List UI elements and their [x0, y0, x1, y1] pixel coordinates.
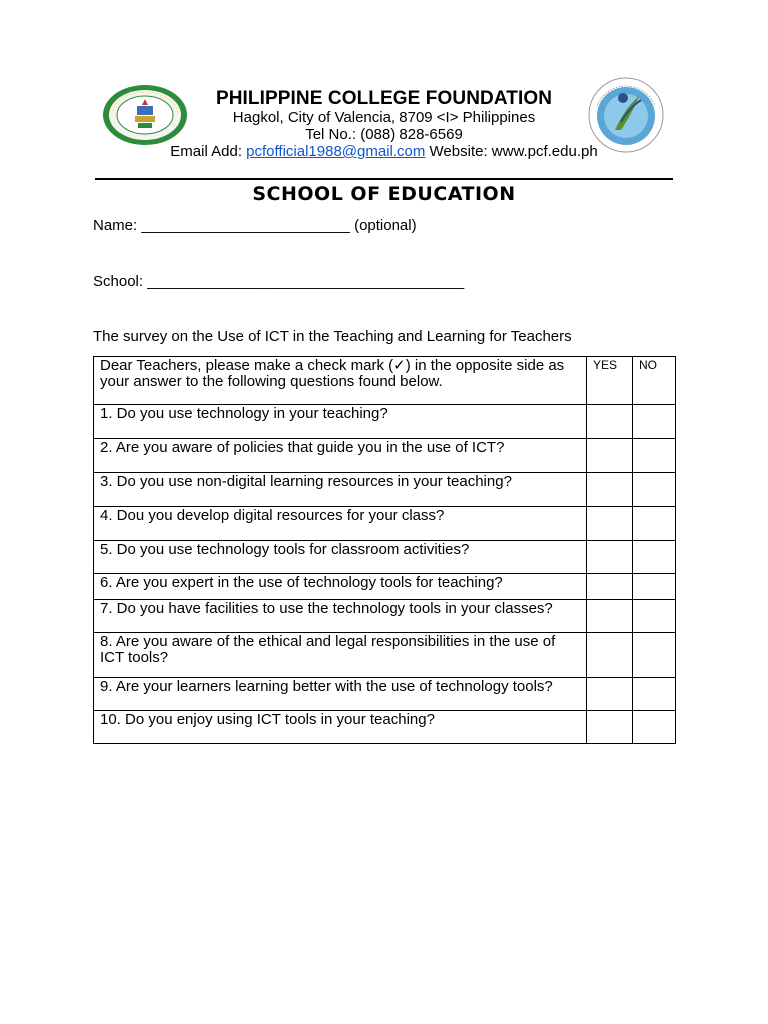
- yes-answer-cell[interactable]: [587, 633, 633, 678]
- email-label: Email Add:: [170, 143, 242, 160]
- survey-title: The survey on the Use of ICT in the Teaching and Learning for Teachers: [93, 328, 572, 345]
- email-link[interactable]: pcfofficial1988@gmail.com: [246, 143, 426, 160]
- question-text: 2. Are you aware of policies that guide you in the use of ICT?: [94, 439, 587, 473]
- question-text: 3. Do you use non-digital learning resources in your teaching?: [94, 473, 587, 507]
- yes-answer-cell[interactable]: [587, 473, 633, 507]
- yes-answer-cell[interactable]: [587, 678, 633, 711]
- website-text: Website: www.pcf.edu.ph: [429, 143, 598, 160]
- question-row: [94, 711, 676, 744]
- name-field[interactable]: Name: _________________________ (optional): [93, 217, 417, 234]
- question-row: [94, 633, 676, 678]
- no-answer-cell[interactable]: [633, 574, 676, 600]
- question-row: [94, 405, 676, 439]
- yes-answer-cell[interactable]: [587, 405, 633, 439]
- yes-answer-cell[interactable]: [587, 439, 633, 473]
- yes-column-header: YES: [587, 357, 633, 405]
- survey-header-row: [94, 357, 676, 405]
- no-answer-cell[interactable]: [633, 600, 676, 633]
- no-answer-cell[interactable]: [633, 633, 676, 678]
- question-text: 1. Do you use technology in your teaching?: [94, 405, 587, 439]
- yes-answer-cell[interactable]: [587, 541, 633, 574]
- question-row: [94, 678, 676, 711]
- institution-name: PHILIPPINE COLLEGE FOUNDATION: [215, 88, 553, 109]
- question-row: [94, 439, 676, 473]
- question-text: 10. Do you enjoy using ICT tools in your teaching?: [94, 711, 587, 744]
- institution-address: Hagkol, City of Valencia, 8709 <I> Philippines: [232, 109, 536, 126]
- question-row: [94, 473, 676, 507]
- no-answer-cell[interactable]: [633, 541, 676, 574]
- question-row: [94, 541, 676, 574]
- no-answer-cell[interactable]: [633, 711, 676, 744]
- question-row: [94, 507, 676, 541]
- yes-answer-cell[interactable]: [587, 507, 633, 541]
- no-answer-cell[interactable]: [633, 405, 676, 439]
- department-title: SCHOOL OF EDUCATION: [252, 183, 516, 205]
- question-text: 7. Do you have facilities to use the technology tools in your classes?: [94, 600, 587, 633]
- survey-table: [93, 356, 676, 744]
- no-answer-cell[interactable]: [633, 473, 676, 507]
- question-row: [94, 600, 676, 633]
- survey-instructions: Dear Teachers, please make a check mark (✓) in the opposite side as your answer to the following questions found below.: [94, 357, 587, 405]
- question-text: 5. Do you use technology tools for classroom activities?: [94, 541, 587, 574]
- question-text: 6. Are you expert in the use of technology tools for teaching?: [94, 574, 587, 600]
- no-answer-cell[interactable]: [633, 439, 676, 473]
- question-text: 8. Are you aware of the ethical and legal responsibilities in the use of ICT tools?: [94, 633, 587, 678]
- question-text: 4. Dou you develop digital resources for your class?: [94, 507, 587, 541]
- question-text: 9. Are your learners learning better with the use of technology tools?: [94, 678, 587, 711]
- yes-answer-cell[interactable]: [587, 574, 633, 600]
- question-row: [94, 574, 676, 600]
- contact-line: [0, 143, 768, 160]
- yes-answer-cell[interactable]: [587, 600, 633, 633]
- yes-answer-cell[interactable]: [587, 711, 633, 744]
- no-answer-cell[interactable]: [633, 678, 676, 711]
- header-divider: [95, 178, 673, 180]
- no-answer-cell[interactable]: [633, 507, 676, 541]
- school-field[interactable]: School: ______________________________________: [93, 273, 465, 290]
- institution-telephone: Tel No.: (088) 828-6569: [305, 126, 463, 143]
- no-column-header: NO: [633, 357, 676, 405]
